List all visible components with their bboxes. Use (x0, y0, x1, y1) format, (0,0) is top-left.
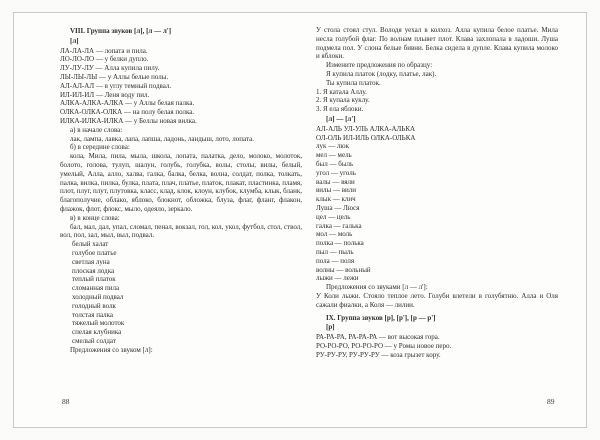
word-pair: галка — галька (316, 221, 362, 230)
sentences-paragraph: У Коли лыжи. Стояло теплое лето. Голуби влетели в голубятню. Алла и Оля сажали фиалки, а Коля — лилии. (316, 291, 558, 309)
syllable-drill: АЛ-АЛЬ УЛ-УЛЬ АЛКА-АЛЬКА (316, 124, 416, 133)
syllable-drill: АЛКА-АЛКА-АЛКА — у Аллы белая палка. (60, 99, 195, 108)
syllable-drill: ОЛКА-ОЛКА-ОЛКА — на полу белая полка. (60, 108, 195, 117)
sound-label: [р] (326, 323, 335, 332)
syllable-drill: ИЛКА-ИЛКА-ИЛКА — у Беллы новая вилка. (60, 116, 197, 125)
word-pair: лук — люк (316, 142, 350, 151)
phrase-item: голубое платье (72, 248, 117, 257)
word-pair: пыл — пыль (316, 247, 354, 256)
word-list: кола, Мила, пила, мыла, школа, лопата, палатка, дело, молоко, молоток, болото, голова, тулуп, шалун, голубь, голубка, волы, столы, вилы, белый, умелый, Алла, алло, халва, галка, балка, белка, волна, солдат, полка, толкать, палка, вилка, пилка, булка, плата, плач, платье, платок, плакат, пластинка, пламя, плот, плуг, плут, плутовка, класс, клад, клок, клоун, клубок, клумба, клык, бланк, благополучие, облако, яблоко, блокнот, обложка, блуза, флаг, фланг, флакон, флажок, флот, флокс, мыло, одеяло, зеркало. (60, 152, 302, 213)
word-pair: вилы — вили (316, 186, 357, 195)
exercise-label: б) в середине слова: (70, 143, 130, 152)
section-heading-ix: IX. Группа звуков [р], [р'], [р — р'] (326, 313, 436, 322)
word-pair: пола — поля (316, 256, 355, 265)
exercise-label: Измените предложения по образцу: (326, 61, 433, 70)
phrase-item: белый халат (72, 240, 109, 249)
sound-label: [л] (70, 36, 79, 45)
sentences-paragraph: У стола стоял стул. Володя уехал в колхоз. Алла купила белое платье. Мила несла голубой флаг. По волнам плывет плот. Клава захлопала в ладоши. Луша подмела пол. У слона белые бивни. Белка сидела в дупле. Клава купила молоко и яблоки. (316, 26, 558, 61)
word-pair: волны — вольный (316, 265, 371, 274)
section-heading-viii: VIII. Группа звуков [л], [л — л'] (70, 27, 172, 35)
numbered-sentence: 3. Я ела яблоки. (316, 105, 364, 114)
phrase-item: спелая клубника (72, 328, 122, 337)
syllable-drill: ЛЫ-ЛЫ-ЛЫ — у Аллы белые полы. (60, 72, 169, 81)
syllable-drill: ЛО-ЛО-ЛО — у белки дупло. (60, 55, 149, 64)
word-pair: мел — мель (316, 151, 352, 160)
phrase-item: сломанная пила (72, 284, 120, 293)
numbered-sentence: 2. Я купала куклу. (316, 96, 370, 105)
phrase-item: смелый солдат (72, 336, 116, 345)
phrase-item: голодный волк (72, 301, 116, 310)
sound-label: [л] — [л'] (326, 114, 356, 123)
syllable-drill: РО-РО-РО, РО-РО-РО — у Ромы новое перо. (316, 341, 452, 350)
syllable-drill: ОЛ-ОЛЬ ИЛ-ИЛЬ ОЛКА-ОЛЬКА (316, 133, 416, 142)
word-list: бал, мал, дал, упал, сломал, пенал, вокзал, гол, кол, укол, футбол, стол, ствол, вол, пол, зал, мыл, выл, подвал. (60, 222, 302, 240)
phrase-item: толстая палка (72, 310, 114, 319)
word-pair: лыжи — лежи (316, 274, 359, 283)
phrase-item: теплый платок (72, 275, 116, 284)
word-pair: мол — моль (316, 230, 353, 239)
syllable-drill: РА-РА-РА, РА-РА-РА — вот высокая гора. (316, 333, 440, 342)
page-number-right: 89 (547, 397, 555, 406)
phrase-item: холодный подвал (72, 292, 124, 301)
word-pair: был — быль (316, 159, 354, 168)
word-pair: клык — клич (316, 195, 356, 204)
syllable-drill: ЛА-ЛА-ЛА — лопата и пила. (60, 46, 148, 55)
exercise-label: Предложения со звуком [л]: (70, 345, 153, 354)
word-pair: Луша — Люся (316, 203, 360, 212)
exercise-label: Предложения со звуками [л — л']: (326, 283, 428, 292)
syllable-drill: РУ-РУ-РУ, РУ-РУ-РУ — коза грызет кору. (316, 350, 441, 359)
word-pair: угол — уголь (316, 168, 356, 177)
phrase-item: плоская лодка (72, 266, 115, 275)
left-page (60, 26, 302, 354)
exercise-label: а) в начале слова: (70, 125, 123, 134)
page-number-left: 88 (62, 397, 70, 406)
syllable-drill: ИЛ-ИЛ-ИЛ — Леня воду пил. (60, 90, 150, 99)
exercise-label: в) в конце слова: (70, 213, 120, 222)
syllable-drill: АЛ-АЛ-АЛ — в углу темный подвал. (60, 81, 172, 90)
phrase-item: тяжелый молоток (72, 319, 125, 328)
word-pair: полка — полька (316, 239, 364, 248)
phrase-item: светлая луна (72, 257, 110, 266)
numbered-sentence: 1. Я катала Аллу. (316, 87, 367, 96)
syllable-drill: ЛУ-ЛУ-ЛУ — Алла купила пилу. (60, 64, 160, 73)
word-pair: цел — цель (316, 212, 351, 221)
word-pair: валы — вяли (316, 177, 355, 186)
right-page (316, 26, 558, 359)
example-line: Ты купила платок. (326, 78, 381, 87)
example-line: Я купила платок (лодку, платье, лак). (326, 69, 437, 78)
word-list: лак, лампа, лавка, лапа, лапша, ладонь, ландыш, лото, лопата. (70, 134, 254, 143)
